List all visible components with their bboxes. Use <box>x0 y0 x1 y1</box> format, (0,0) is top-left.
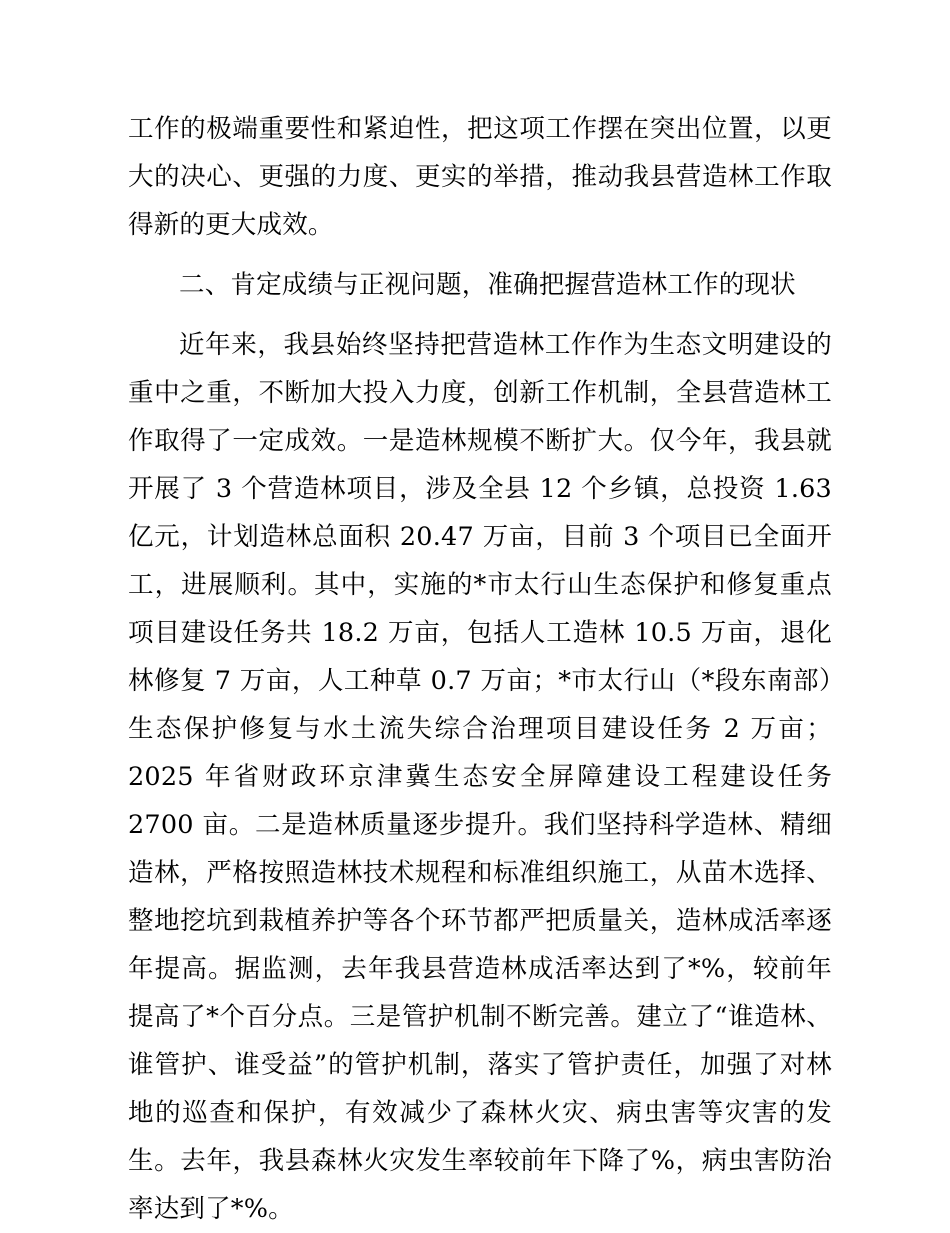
document-body <box>128 105 832 1233</box>
achievements-paragraph: 近年来，我县始终坚持把营造林工作作为生态文明建设的重中之重，不断加大投入力度，创新工作机制，全县营造林工作取得了一定成效。一是造林规模不断扩大。仅今年，我县就开展了 3 个营造林项目，涉及全县 12 个乡镇，总投资 1.63 亿元，计划造林总面积 20.47 万亩，目前 3 个项目已全面开工，进展顺利。其中，实施的*市太行山生态保护和修复重点项目建设任务共 18.2 万亩，包括人工造林 10.5 万亩，退化林修复 7 万亩，人工种草 0.7 万亩；*市太行山（*段东南部）生态保护修复与水土流失综合治理项目建设任务 2 万亩；2025 年省财政环京津冀生态安全屏障建设工程建设任务 2700 亩。二是造林质量逐步提升。我们坚持科学造林、精细造林，严格按照造林技术规程和标准组织施工，从苗木选择、整地挖坑到栽植养护等各个环节都严把质量关，造林成活率逐年提高。据监测，去年我县营造林成活率达到了*%，较前年提高了*个百分点。三是管护机制不断完善。建立了“谁造林、谁管护、谁受益”的管护机制，落实了管护责任，加强了对林地的巡查和保护，有效减少了森林火灾、病虫害等灾害的发生。去年，我县森林火灾发生率较前年下降了%，病虫害防治率达到了*%。 <box>128 330 832 1224</box>
paragraph-spacer <box>128 249 832 261</box>
paragraph-spacer <box>128 309 832 321</box>
section-heading-two: 二、肯定成绩与正视问题，准确把握营造林工作的现状 <box>179 270 796 300</box>
continuation-paragraph: 工作的极端重要性和紧迫性，把这项工作摆在突出位置，以更大的决心、更强的力度、更实的举措，推动我县营造林工作取得新的更大成效。 <box>128 114 832 240</box>
